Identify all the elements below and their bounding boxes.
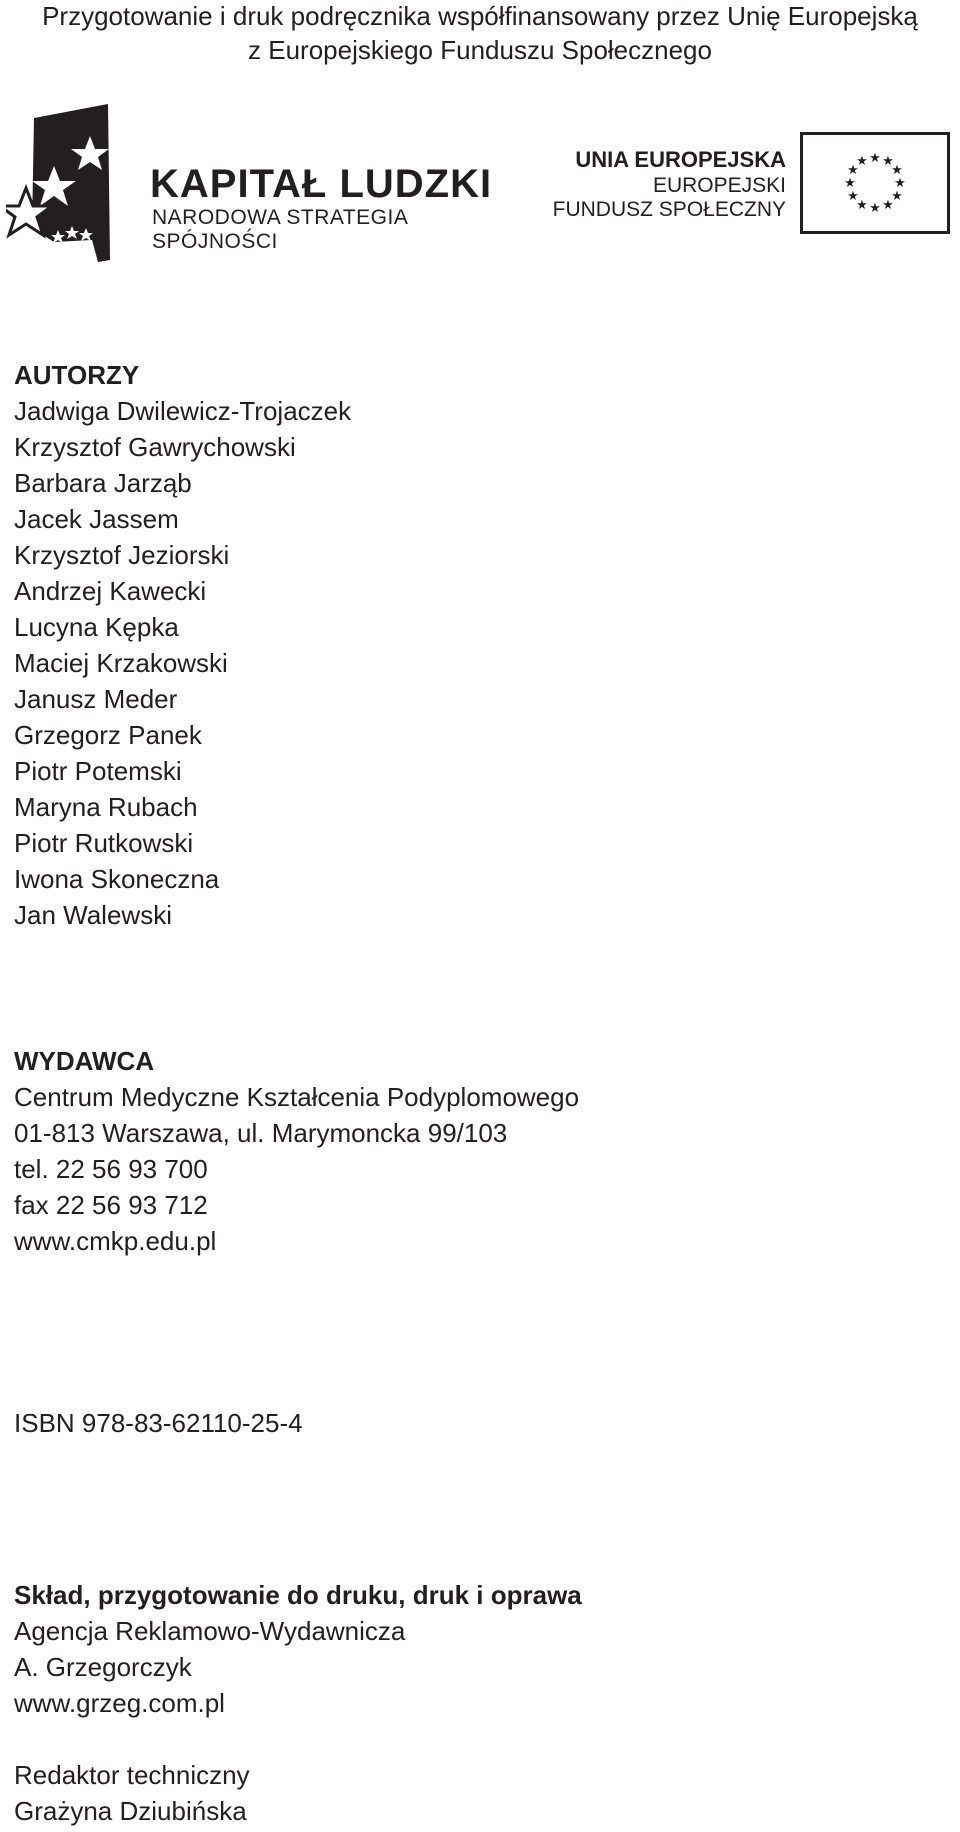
publisher-name: Centrum Medyczne Kształcenia Podyplomowego (14, 1082, 580, 1112)
svg-text:★: ★ (882, 198, 894, 213)
production-heading: Skład, przygotowanie do druku, druk i oprawa (14, 1580, 582, 1610)
publisher-heading: WYDAWCA (14, 1046, 155, 1076)
svg-text:★: ★ (869, 201, 881, 216)
author-name: Krzysztof Jeziorski (14, 540, 230, 570)
kapital-ludzki-logo (6, 104, 496, 264)
cofinancing-note-line-1: Przygotowanie i druk podręcznika współfinansowany przez Unię Europejską (42, 1, 918, 31)
author-name: Andrzej Kawecki (14, 576, 207, 606)
unia-europejska-line-3: FUNDUSZ SPOŁECZNY (552, 198, 786, 221)
author-name: Janusz Meder (14, 684, 178, 714)
author-name: Krzysztof Gawrychowski (14, 432, 296, 462)
author-name: Barbara Jarząb (14, 468, 192, 498)
author-name: Piotr Rutkowski (14, 828, 194, 858)
author-name: Maryna Rubach (14, 792, 198, 822)
kapital-ludzki-title: KAPITAŁ LUDZKI (150, 162, 493, 206)
production-owner: A. Grzegorczyk (14, 1652, 192, 1682)
unia-europejska-line-2: EUROPEJSKI (652, 174, 786, 197)
author-name: Maciej Krzakowski (14, 648, 228, 678)
svg-text:★: ★ (882, 154, 894, 169)
svg-text:★: ★ (869, 151, 881, 166)
production-website: www.grzeg.com.pl (14, 1688, 225, 1718)
author-name: Jadwiga Dwilewicz-Trojaczek (14, 396, 352, 426)
unia-europejska-logo (552, 132, 960, 240)
author-name: Jacek Jassem (14, 504, 179, 534)
svg-text:★: ★ (847, 189, 859, 204)
technical-editor-name: Grażyna Dziubińska (14, 1796, 247, 1826)
publisher-address: 01-813 Warszawa, ul. Marymoncka 99/103 (14, 1118, 508, 1148)
publisher-fax: fax 22 56 93 712 (14, 1190, 208, 1220)
svg-text:★: ★ (847, 163, 859, 178)
eu-flag-icon (800, 132, 950, 234)
unia-europejska-line-1: UNIA EUROPEJSKA (575, 147, 786, 172)
svg-text:★: ★ (891, 163, 903, 178)
svg-text:★: ★ (894, 176, 906, 191)
publisher-website: www.cmkp.edu.pl (14, 1226, 217, 1256)
author-name: Grzegorz Panek (14, 720, 202, 750)
technical-editor-label: Redaktor techniczny (14, 1760, 250, 1790)
author-name: Iwona Skoneczna (14, 864, 220, 894)
publisher-phone: tel. 22 56 93 700 (14, 1154, 208, 1184)
svg-text:★: ★ (856, 154, 868, 169)
isbn: ISBN 978-83-62110-25-4 (14, 1408, 303, 1438)
production-agency: Agencja Reklamowo-Wydawnicza (14, 1616, 406, 1646)
authors-heading: AUTORZY (14, 360, 140, 390)
cofinancing-note-line-2: z Europejskiego Funduszu Społecznego (248, 35, 712, 65)
svg-text:★: ★ (844, 176, 856, 191)
author-name: Jan Walewski (14, 900, 172, 930)
kapital-ludzki-subtitle: NARODOWA STRATEGIA SPÓJNOŚCI (152, 206, 408, 253)
svg-text:★: ★ (856, 198, 868, 213)
author-name: Lucyna Kępka (14, 612, 179, 642)
stars-mark-icon (6, 104, 126, 264)
author-name: Piotr Potemski (14, 756, 182, 786)
svg-text:★: ★ (891, 189, 903, 204)
